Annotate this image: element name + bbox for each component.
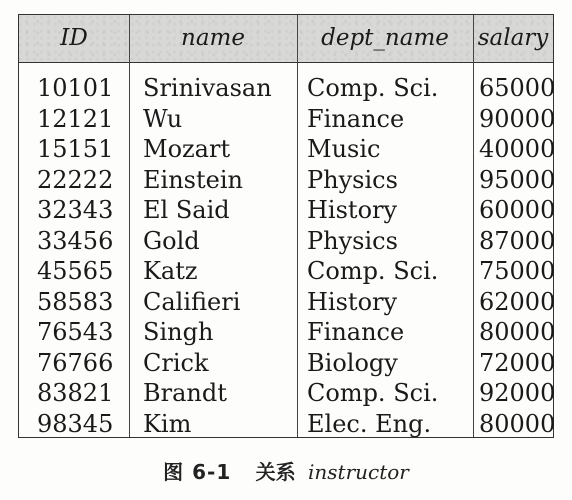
cell-id: 33456 bbox=[37, 226, 114, 255]
cell-name: Srinivasan bbox=[143, 74, 272, 102]
cell-name: Singh bbox=[143, 318, 214, 346]
cell-id: 58583 bbox=[37, 287, 114, 316]
cell-salary: 60000 bbox=[479, 196, 556, 224]
cell-dept-name: Music bbox=[307, 135, 381, 163]
table-row bbox=[19, 317, 556, 348]
instructor-table bbox=[18, 14, 554, 438]
table-row bbox=[19, 409, 556, 440]
cell-name: Gold bbox=[143, 226, 200, 255]
cell-dept-name: Comp. Sci. bbox=[307, 74, 439, 102]
cell-name: El Said bbox=[143, 196, 230, 224]
table-row bbox=[19, 256, 556, 287]
cell-id: 32343 bbox=[37, 196, 114, 224]
cell-id: 76766 bbox=[37, 348, 114, 377]
cell-salary: 92000 bbox=[479, 379, 556, 407]
table-row bbox=[19, 134, 556, 165]
cell-dept-name: Elec. Eng. bbox=[307, 409, 432, 438]
cell-name: Wu bbox=[143, 104, 183, 133]
cell-dept-name: Finance bbox=[307, 318, 405, 346]
cell-id: 76543 bbox=[37, 318, 114, 346]
cell-name: Crick bbox=[143, 348, 209, 377]
table-row bbox=[19, 287, 556, 318]
relation-name: instructor bbox=[307, 460, 409, 484]
figure-caption bbox=[0, 456, 572, 485]
cell-salary: 65000 bbox=[479, 74, 556, 102]
cell-salary: 72000 bbox=[479, 348, 556, 377]
cell-name: Brandt bbox=[143, 379, 227, 407]
cell-salary: 75000 bbox=[479, 257, 556, 285]
cell-salary: 80000 bbox=[479, 409, 556, 438]
table-row bbox=[19, 73, 556, 104]
cell-dept-name: History bbox=[307, 196, 398, 224]
cell-dept-name: History bbox=[307, 287, 398, 316]
cell-dept-name: Comp. Sci. bbox=[307, 257, 439, 285]
cell-id: 45565 bbox=[37, 257, 114, 285]
cell-dept-name: Comp. Sci. bbox=[307, 379, 439, 407]
cell-id: 12121 bbox=[37, 104, 114, 133]
header-dept-name: dept_name bbox=[321, 25, 449, 51]
cell-name: Califieri bbox=[143, 287, 241, 316]
header-salary: salary bbox=[477, 25, 549, 51]
cell-name: Mozart bbox=[143, 135, 231, 163]
figure-number: 图 6-1 bbox=[163, 460, 232, 484]
cell-id: 10101 bbox=[37, 74, 114, 102]
header-name: name bbox=[181, 25, 245, 51]
table-row bbox=[19, 104, 556, 135]
cell-salary: 80000 bbox=[479, 318, 556, 346]
cell-dept-name: Physics bbox=[307, 165, 398, 194]
cell-id: 15151 bbox=[37, 135, 114, 163]
cell-id: 22222 bbox=[37, 165, 114, 194]
table-row bbox=[19, 195, 556, 226]
cell-salary: 62000 bbox=[479, 287, 556, 316]
cell-dept-name: Finance bbox=[307, 104, 405, 133]
cell-dept-name: Physics bbox=[307, 226, 398, 255]
relation-label: 关系 bbox=[255, 460, 296, 484]
cell-id: 98345 bbox=[37, 409, 114, 438]
cell-salary: 90000 bbox=[479, 104, 556, 133]
table-row bbox=[19, 226, 556, 257]
table-row bbox=[19, 165, 556, 196]
cell-salary: 95000 bbox=[479, 165, 556, 194]
cell-name: Katz bbox=[143, 257, 198, 285]
cell-name: Einstein bbox=[143, 165, 243, 194]
cell-dept-name: Biology bbox=[307, 348, 398, 377]
cell-name: Kim bbox=[143, 409, 192, 438]
header-id: ID bbox=[60, 25, 88, 51]
cell-salary: 40000 bbox=[479, 135, 556, 163]
table-row bbox=[19, 378, 556, 409]
table-row bbox=[19, 348, 556, 379]
cell-salary: 87000 bbox=[479, 226, 556, 255]
cell-id: 83821 bbox=[37, 379, 114, 407]
table-body bbox=[19, 73, 556, 439]
